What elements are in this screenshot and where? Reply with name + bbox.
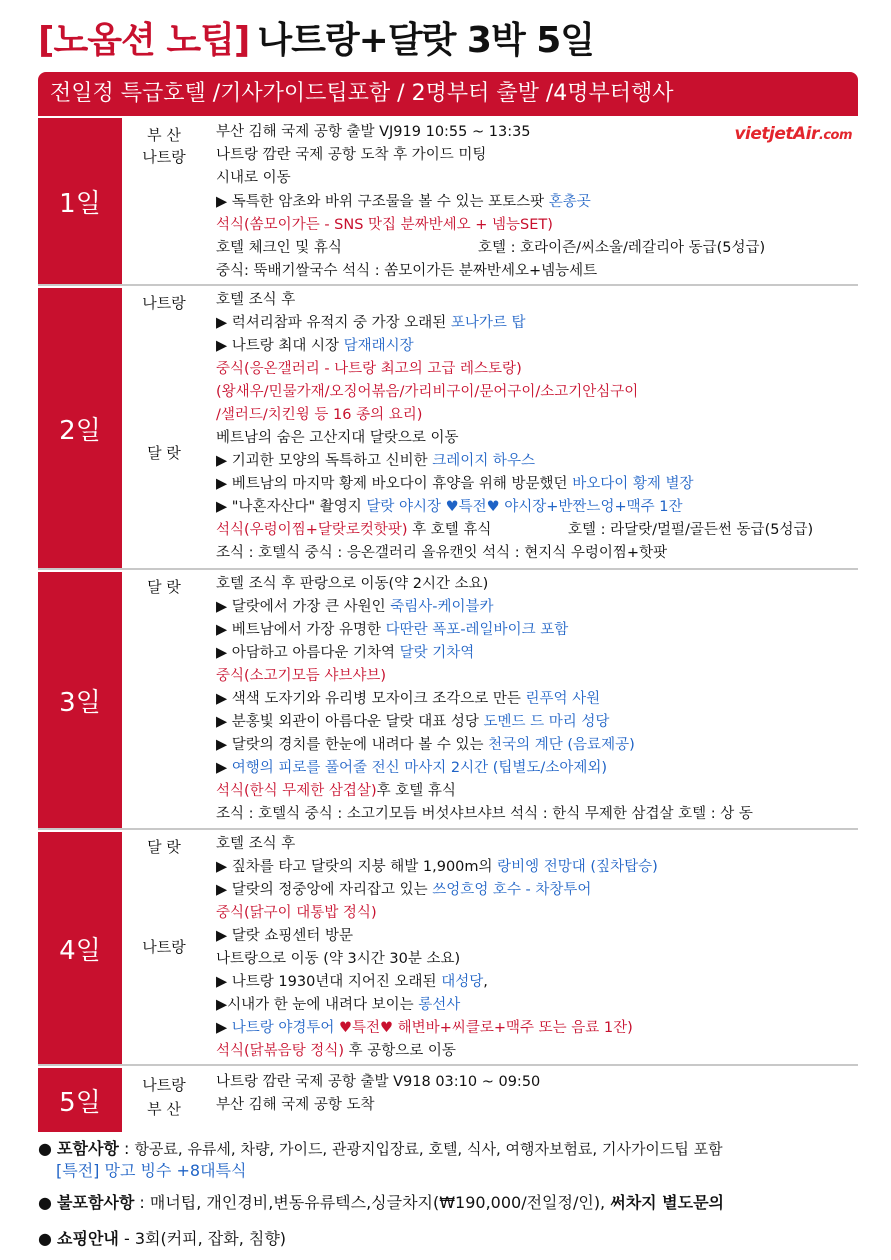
line-text: ▶ 색색 도자기와 유리병 모자이크 조각으로 만든	[216, 691, 526, 707]
day-1	[38, 118, 858, 286]
line-text: 나트랑으로 이동 (약 3시간 30분 소요)	[216, 951, 461, 967]
itinerary-line	[216, 758, 607, 778]
itinerary-line	[216, 290, 295, 310]
line-text: ▶시내가 한 눈에 내려다 보이는	[216, 997, 419, 1013]
itinerary-line	[216, 781, 456, 801]
line-text: ▶ 달랏 쇼핑센터 방문	[216, 928, 354, 944]
itinerary-line	[216, 735, 635, 755]
highlight-place: 랑비엥 전망대 (짚차탑승)	[497, 859, 658, 875]
itinerary-line	[216, 712, 609, 732]
highlight-place: 혼총곳	[548, 193, 591, 210]
itinerary-line	[216, 995, 460, 1015]
day-3	[38, 572, 858, 830]
highlight-place: 크레이지 하우스	[432, 453, 535, 469]
meal-note: ♥특전♥ 해변바+씨클로+맥주 또는 음료 1잔)	[339, 1020, 633, 1036]
itinerary-line	[216, 880, 591, 900]
line-text: 조식 : 호텔식 중식 : 소고기모듬 버섯샤브샤브 석식 : 한식 무제한 삼겹살 호텔 : 상 동	[216, 806, 753, 822]
itinerary-line	[216, 1018, 633, 1038]
itinerary-line	[216, 215, 553, 235]
location-label: 달 랏	[147, 578, 181, 596]
line-text: ▶	[216, 1020, 232, 1036]
vietjet-logo: vietjetAir.com	[734, 124, 852, 144]
meal-note: 중식(닭구이 대통밥 정식)	[216, 905, 377, 921]
itinerary-line	[216, 834, 295, 854]
highlight-place: 롱선사	[418, 997, 461, 1013]
itinerary-line	[216, 903, 377, 923]
itinerary-line	[216, 359, 522, 379]
itinerary-line	[216, 857, 658, 877]
note-text: 항공료, 유류세, 차량, 가이드, 관광지입장료, 호텔, 식사, 여행자보험료, 기사가이드팁 포함	[134, 1140, 723, 1158]
highlight-place: 바오다이 황제 별장	[572, 476, 694, 492]
highlight-place: 여행의 피로를 풀어줄 전신 마사지 2시간 (팁별도/소아제외)	[231, 760, 608, 776]
itinerary-line	[216, 313, 526, 333]
highlight-place: 대성당	[441, 974, 484, 990]
meal-note: 석식(우렁이찜+달랏로컷핫팟)	[216, 522, 408, 538]
location-label: 부 산	[147, 126, 181, 144]
itinerary-line	[216, 1095, 375, 1115]
itinerary-line	[216, 949, 460, 969]
line-text: 나트랑 깜란 국제 공항 출발 V918 03:10 ~ 09:50	[216, 1074, 541, 1090]
location-label: 나트랑	[142, 294, 186, 312]
line-text: 후 공항으로 이동	[343, 1043, 456, 1059]
note-label: 포함사항	[57, 1139, 119, 1158]
day-label: 2일	[38, 288, 122, 568]
itinerary-line	[216, 926, 353, 946]
highlight-place: 달랏 야시장 ♥특전♥ 야시장+반짠느엉+맥주 1잔	[366, 499, 683, 515]
day-label: 5일	[38, 1068, 122, 1132]
surcharge-note: 써차지 별도문의	[610, 1193, 724, 1212]
bullet-icon: ●	[38, 1139, 58, 1158]
line-text: ▶ 기괴한 모양의 독특하고 신비한	[216, 453, 433, 469]
highlight-place: 다딴란 폭포-레일바이크 포함	[385, 622, 569, 638]
note-item: ● 포함사항 : 항공료, 유류세, 차량, 가이드, 관광지입장료, 호텔, 식사, 여행자보험료, 기사가이드팁 포함	[38, 1139, 723, 1158]
highlight-place: 포나가르 탑	[450, 315, 526, 331]
day-label: 4일	[38, 832, 122, 1064]
note-text: 3회(커피, 잡화, 침향)	[134, 1229, 287, 1248]
day-4	[38, 832, 858, 1066]
line-text: ▶ 베트남의 마지막 황제 바오다이 휴양을 위해 방문했던	[216, 476, 573, 492]
highlight-place: 도멘드 드 마리 성당	[483, 714, 610, 730]
note-label: 불포함사항	[57, 1193, 135, 1212]
itinerary-line	[216, 192, 591, 212]
highlight-place: 린푸억 사원	[525, 691, 601, 707]
itinerary-line	[216, 543, 667, 563]
line-text: ▶ 나트랑 최대 시장	[216, 338, 344, 354]
note-text: 매너팁, 개인경비,변동유류텍스,싱글차지(₩190,000/전일정/인),	[149, 1193, 611, 1212]
line-text: ▶ "나혼자산다" 촬영지	[216, 499, 367, 515]
itinerary-line	[216, 689, 600, 709]
itinerary-line	[216, 620, 568, 640]
location-label: 나트랑	[142, 148, 186, 166]
note-item: ● 쇼핑안내 - 3회(커피, 잡화, 침향)	[38, 1229, 287, 1248]
itinerary-line	[216, 474, 693, 494]
itinerary-line	[216, 520, 814, 540]
itinerary-line	[216, 1041, 456, 1061]
summary-banner: 전일정 특급호텔 /기사가이드팁포함 / 2명부터 출발 /4명부터행사	[38, 72, 858, 116]
meal-note: 석식(닭볶음탕 정식)	[216, 1043, 344, 1059]
line-text: ▶ 럭셔리참파 유적지 중 가장 오래된	[216, 315, 451, 331]
itinerary-line	[216, 238, 766, 258]
line-text: ▶ 아담하고 아름다운 기차역	[216, 645, 400, 661]
itinerary-line	[216, 145, 486, 165]
meal-note: 중식(소고기모듬 샤브샤브)	[216, 668, 386, 684]
highlight-place: 담재래시장	[343, 338, 414, 354]
highlight-place: 죽림사-케이블카	[390, 599, 494, 615]
day-label: 3일	[38, 572, 122, 828]
itinerary-line	[216, 122, 531, 142]
line-text: 호텔 체크인 및 휴식	[216, 240, 342, 256]
line-text: 호텔 조식 후	[216, 836, 296, 852]
highlight-place: 나트랑 야경투어	[231, 1020, 340, 1036]
itinerary-line	[216, 336, 414, 356]
itinerary-line	[216, 972, 488, 992]
highlight-place: 달랏 기차역	[399, 645, 475, 661]
line-text: ▶ 독특한 암초와 바위 구조물을 볼 수 있는 포토스팟	[216, 193, 549, 210]
line-text: 호텔 : 라달랏/멀펄/골든썬 동급(5성급)	[568, 522, 814, 538]
line-text: 시내로 이동	[216, 170, 291, 187]
highlight-place: 천국의 계단 (음료제공)	[488, 737, 635, 753]
line-text: 나트랑 깜란 국제 공항 도착 후 가이드 미팅	[216, 147, 487, 164]
location-label: 부 산	[147, 1100, 181, 1118]
meal-note: 중식(응온갤러리 - 나트랑 최고의 고급 레스토랑)	[216, 361, 522, 377]
note-item: ● 불포함사항 : 매너팁, 개인경비,변동유류텍스,싱글차지(₩190,000/전일정/인), 써차지 별도문의	[38, 1193, 724, 1212]
line-text: ▶	[216, 760, 232, 776]
itinerary-line	[216, 497, 682, 517]
itinerary-line	[216, 405, 422, 425]
line-text: ▶ 베트남에서 가장 유명한	[216, 622, 386, 638]
itinerary-line	[216, 1072, 540, 1092]
day-5	[38, 1068, 858, 1132]
itinerary-line	[216, 666, 386, 686]
title-tag: [노옵션 노팁]	[38, 20, 250, 61]
itinerary-line	[216, 382, 638, 402]
highlight-place: 쓰엉흐엉 호수 - 차창투어	[432, 882, 592, 898]
line-text: 후 호텔 휴식	[407, 522, 492, 538]
itinerary-line	[216, 597, 494, 617]
line-text: 호텔 조식 후 판랑으로 이동(약 2시간 소요)	[216, 576, 489, 592]
location-label: 나트랑	[142, 1076, 186, 1094]
meal-note: 석식(쏨모이가든 - SNS 맛집 분짜반세오 + 넴능SET)	[216, 216, 553, 233]
bullet-icon: ●	[38, 1193, 58, 1212]
line-text: 베트남의 숨은 고산지대 달랏으로 이동	[216, 430, 459, 446]
bullet-icon: ●	[38, 1229, 58, 1248]
itinerary-line	[216, 643, 474, 663]
itinerary-line	[216, 428, 459, 448]
line-text: 조식 : 호텔식 중식 : 응온갤러리 올유캔잇 석식 : 현지식 우렁이찜+핫팟	[216, 545, 668, 561]
line-text: 중식: 뚝배기쌀국수 석식 : 쏨모이가든 분짜반세오+넴능세트	[216, 263, 598, 280]
location-label: 달 랏	[147, 838, 181, 856]
line-text: ▶ 짚차를 타고 달랏의 지붕 해발 1,900m의	[216, 859, 498, 875]
line-text: ▶ 분홍빛 외관이 아름다운 달랏 대표 성당	[216, 714, 484, 730]
day-label: 1일	[38, 118, 122, 284]
meal-note: (왕새우/민물가재/오징어볶음/가리비구이/문어구이/소고기안심구이	[216, 384, 639, 400]
line-text: 후 호텔 휴식	[376, 783, 456, 799]
title-main: 나트랑+달랏 3박 5일	[257, 20, 595, 61]
location-label: 나트랑	[142, 938, 186, 956]
itinerary-line	[216, 261, 597, 281]
line-text: ▶ 나트랑 1930년대 지어진 오래된	[216, 974, 442, 990]
note-label: 쇼핑안내	[57, 1229, 119, 1248]
line-text: ▶ 달랏의 정중앙에 자리잡고 있는	[216, 882, 433, 898]
line-text: 호텔 조식 후	[216, 292, 296, 308]
line-text: 부산 김해 국제 공항 도착	[216, 1097, 375, 1113]
itinerary-line	[216, 804, 753, 824]
itinerary-line	[216, 168, 291, 188]
meal-note: 석식(한식 무제한 삼겹살)	[216, 783, 377, 799]
itinerary-line	[216, 574, 488, 594]
line-text: ▶ 달랏의 경치를 한눈에 내려다 볼 수 있는	[216, 737, 489, 753]
itinerary-line	[216, 451, 535, 471]
special-benefit: [특전] 망고 빙수 +8대특식	[56, 1161, 247, 1180]
page-title	[38, 12, 594, 68]
day-2	[38, 288, 858, 570]
line-text: ▶ 달랏에서 가장 큰 사원인	[216, 599, 391, 615]
line-text: ,	[483, 974, 488, 990]
location-label: 달 랏	[147, 444, 181, 462]
meal-note: /샐러드/치킨윙 등 16 종의 요리)	[216, 407, 423, 423]
line-text: 호텔 : 호라이즌/씨소울/레갈리아 동급(5성급)	[478, 240, 766, 256]
line-text: 부산 김해 국제 공항 출발 VJ919 10:55 ~ 13:35	[216, 124, 531, 140]
